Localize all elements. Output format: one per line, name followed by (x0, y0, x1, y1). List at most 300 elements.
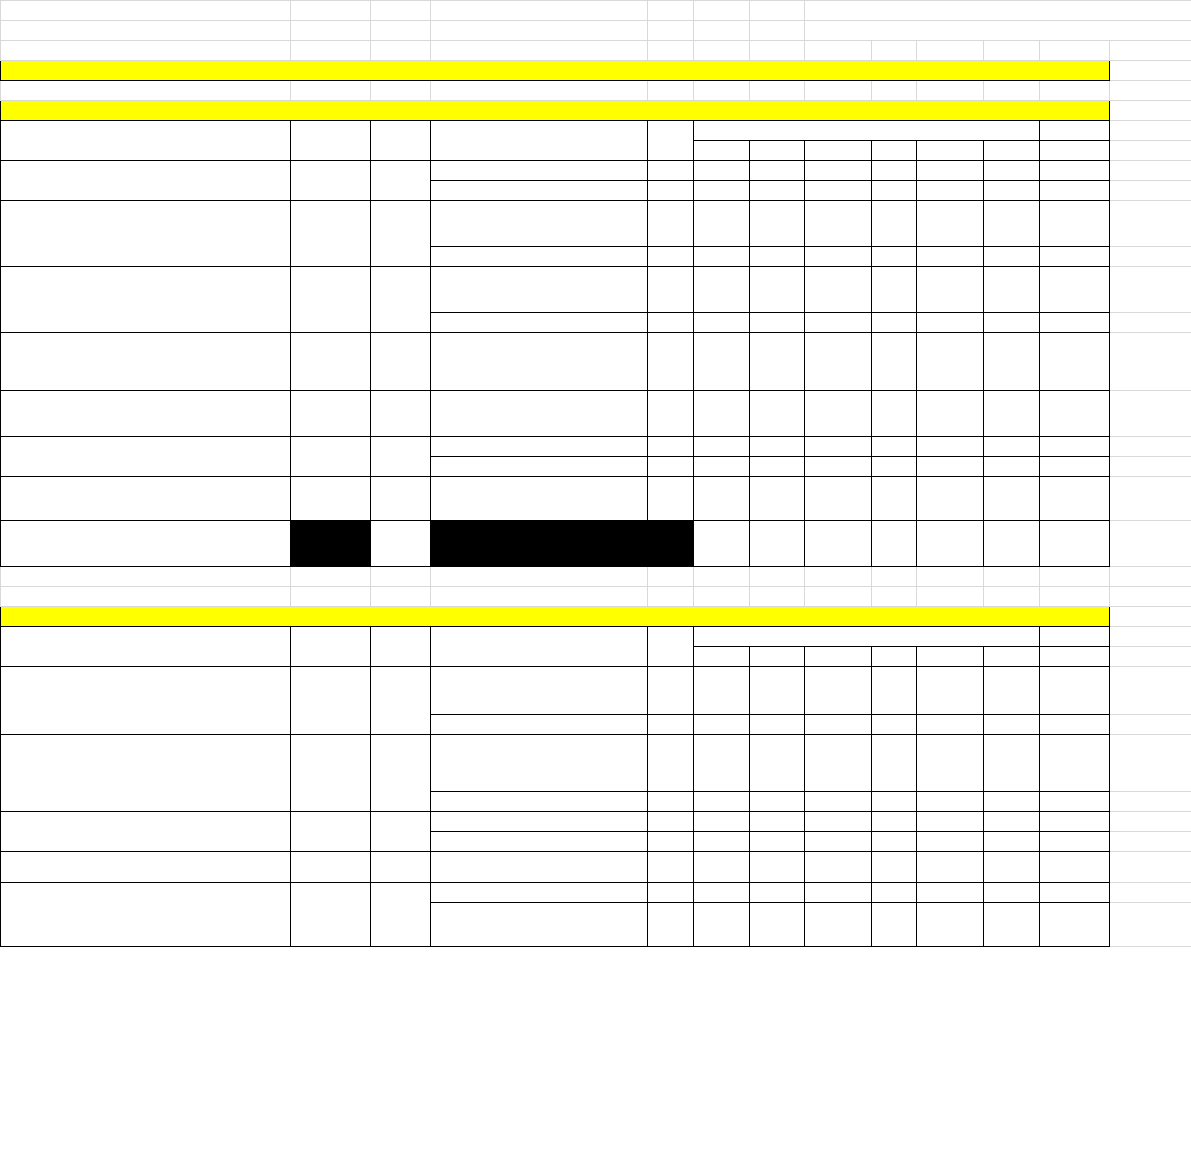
vhtot-value (1040, 477, 1110, 521)
coef (648, 735, 694, 792)
cm-value (694, 333, 750, 391)
empty-cell (1110, 121, 1191, 141)
ue-name (1, 477, 291, 521)
proj-header (872, 647, 917, 667)
coef (648, 267, 694, 313)
proj-value (872, 333, 917, 391)
tp-value (805, 715, 872, 735)
empty-cell (371, 567, 431, 587)
spacer-row (1, 81, 1191, 101)
grade-cell (1, 1, 291, 21)
empty-cell (805, 587, 872, 607)
empty-cell (431, 41, 648, 61)
cm-value (694, 477, 750, 521)
empty-cell (1110, 647, 1191, 667)
empty-cell (694, 81, 750, 101)
vhtot-value (1040, 437, 1110, 457)
empty-cell (371, 587, 431, 607)
coef (648, 852, 694, 883)
recap-black (291, 521, 371, 567)
vhpres-value (917, 852, 984, 883)
empty-cell (750, 1, 805, 21)
td-value (750, 477, 805, 521)
vhpres-value (917, 832, 984, 852)
empty-cell (1110, 832, 1191, 852)
empty-cell (1110, 883, 1191, 903)
tp-value (805, 247, 872, 267)
empty-cell (805, 41, 872, 61)
td-value (750, 313, 805, 333)
credits-header (371, 627, 431, 667)
proj-value (872, 247, 917, 267)
empty-cell (1110, 667, 1191, 715)
vhpres-value (917, 181, 984, 201)
table-row (1, 735, 1191, 792)
recap-proj (872, 521, 917, 567)
ec-name (431, 832, 648, 852)
empty-cell (1, 567, 291, 587)
cm-value (694, 437, 750, 457)
vhpres-value (917, 161, 984, 181)
tp-value (805, 161, 872, 181)
empty-cell (1110, 715, 1191, 735)
empty-cell (1110, 141, 1191, 161)
coef (648, 181, 694, 201)
code-ue (291, 201, 371, 267)
vhpres-value (917, 391, 984, 437)
ue-header (1, 121, 291, 161)
cm-header (694, 647, 750, 667)
tp-value (805, 812, 872, 832)
code-ue (291, 812, 371, 852)
table-row (1, 477, 1191, 521)
ue-name (1, 437, 291, 477)
tp-value (805, 477, 872, 521)
tpe-value (984, 181, 1040, 201)
tpe-value (984, 667, 1040, 715)
coef (648, 477, 694, 521)
vhtot-value (1040, 333, 1110, 391)
coef (648, 201, 694, 247)
cm-value (694, 247, 750, 267)
ec-name (431, 313, 648, 333)
tp-value (805, 457, 872, 477)
table-row (1, 161, 1191, 181)
empty-cell (872, 567, 917, 587)
tpe-value (984, 832, 1040, 852)
empty-cell (1110, 457, 1191, 477)
empty-cell (1110, 391, 1191, 437)
vhpres-value (917, 437, 984, 457)
td-value (750, 735, 805, 792)
empty-cell (1110, 313, 1191, 333)
cm-value (694, 181, 750, 201)
empty-cell (1110, 267, 1191, 313)
ec-header (431, 627, 648, 667)
coef (648, 391, 694, 437)
empty-cell (371, 21, 431, 41)
vhpres-value (917, 903, 984, 947)
ec-name (431, 715, 648, 735)
recap-row (1, 521, 1191, 567)
table-row (1, 852, 1191, 883)
tpe-header (984, 141, 1040, 161)
credits (371, 477, 431, 521)
proj-value (872, 201, 917, 247)
tpe-value (984, 852, 1040, 883)
proj-value (872, 457, 917, 477)
empty-cell (694, 567, 750, 587)
empty-cell (1040, 81, 1110, 101)
credits (371, 883, 431, 947)
cm-value (694, 735, 750, 792)
recap-tpe (984, 521, 1040, 567)
tpe-value (984, 313, 1040, 333)
cm-value (694, 832, 750, 852)
credits (371, 201, 431, 267)
spacer-row (1, 41, 1191, 61)
table-row (1, 667, 1191, 715)
tp-value (805, 792, 872, 812)
empty-cell (371, 41, 431, 61)
empty-cell (648, 81, 694, 101)
proj-value (872, 267, 917, 313)
empty-cell (1040, 587, 1110, 607)
tpe-value (984, 333, 1040, 391)
empty-cell (291, 1, 371, 21)
recap-black (648, 521, 694, 567)
table-row (1, 391, 1191, 437)
tp-value (805, 832, 872, 852)
code-ue (291, 437, 371, 477)
proj-value (872, 852, 917, 883)
cm-value (694, 391, 750, 437)
cm-value (694, 903, 750, 947)
vhpres-value (917, 247, 984, 267)
vhtot-value (1040, 735, 1110, 792)
cm-value (694, 812, 750, 832)
empty-cell (1, 81, 291, 101)
empty-cell (1110, 333, 1191, 391)
empty-cell (1110, 607, 1191, 627)
coef-header (648, 627, 694, 667)
tp-value (805, 181, 872, 201)
empty-cell (1040, 567, 1110, 587)
cm-value (694, 852, 750, 883)
ue-name (1, 267, 291, 333)
empty-cell (1110, 477, 1191, 521)
empty-cell (1110, 181, 1191, 201)
td-header (750, 647, 805, 667)
credits (371, 852, 431, 883)
empty-cell (371, 1, 431, 21)
semestre-3b-banner-title (1, 607, 1110, 627)
code-ue-header (291, 121, 371, 161)
empty-cell (1110, 735, 1191, 792)
ue-name (1, 201, 291, 267)
empty-cell (750, 41, 805, 61)
code-ue (291, 391, 371, 437)
vhtot-value (1040, 792, 1110, 812)
cm-value (694, 667, 750, 715)
semestre-3a-banner-title (1, 101, 1110, 121)
td-value (750, 883, 805, 903)
empty-cell (1110, 812, 1191, 832)
proj-value (872, 477, 917, 521)
ec-name (431, 812, 648, 832)
td-value (750, 715, 805, 735)
td-value (750, 201, 805, 247)
cm-value (694, 313, 750, 333)
ec-name (431, 247, 648, 267)
credits (371, 735, 431, 812)
tpe-value (984, 267, 1040, 313)
semestre-3b-banner (1, 607, 1191, 627)
tpe-value (984, 247, 1040, 267)
coef (648, 667, 694, 715)
ec-name (431, 667, 648, 715)
coef (648, 161, 694, 181)
empty-cell (431, 587, 648, 607)
vhtot-value (1040, 267, 1110, 313)
coef (648, 437, 694, 457)
td-value (750, 792, 805, 812)
empty-cell (872, 41, 917, 61)
vhtot-value (1040, 201, 1110, 247)
empty-cell (1, 41, 291, 61)
code-ue (291, 477, 371, 521)
tpe-value (984, 903, 1040, 947)
vhpres-value (917, 735, 984, 792)
tp-header (805, 647, 872, 667)
ec-name (431, 792, 648, 812)
empty-cell (1110, 792, 1191, 812)
empty-cell (750, 81, 805, 101)
td-header (750, 141, 805, 161)
ec-name (431, 735, 648, 792)
empty-cell (984, 81, 1040, 101)
vhpres-value (917, 883, 984, 903)
masse-header (694, 121, 1040, 141)
vhtot-spacer (1040, 121, 1110, 141)
specialite-cell (805, 21, 1191, 41)
tp-value (805, 903, 872, 947)
empty-cell (917, 41, 984, 61)
ue-name (1, 391, 291, 437)
tpe-value (984, 812, 1040, 832)
vhtot-value (1040, 247, 1110, 267)
header-row-1 (1, 1, 1191, 21)
ec-name (431, 181, 648, 201)
mention-cell (1, 21, 291, 41)
vhpres-value (917, 477, 984, 521)
tpe-value (984, 161, 1040, 181)
credits (371, 267, 431, 333)
coef (648, 832, 694, 852)
empty-cell (1110, 61, 1191, 81)
proj-value (872, 883, 917, 903)
credits (371, 437, 431, 477)
empty-cell (1110, 852, 1191, 883)
empty-cell (872, 81, 917, 101)
vhtot-spacer (1040, 627, 1110, 647)
header-row-2 (1, 21, 1191, 41)
td-value (750, 812, 805, 832)
empty-cell (431, 21, 648, 41)
empty-cell (648, 587, 694, 607)
table-row (1, 883, 1191, 903)
proj-header (872, 141, 917, 161)
vhtot-header (1040, 141, 1110, 161)
vhtot-value (1040, 313, 1110, 333)
vhtot-value (1040, 832, 1110, 852)
vhpres-value (917, 267, 984, 313)
vhpres-value (917, 667, 984, 715)
tp-value (805, 313, 872, 333)
empty-cell (917, 587, 984, 607)
ec-name (431, 201, 648, 247)
spacer-row (1, 587, 1191, 607)
empty-cell (750, 567, 805, 587)
vhpres-value (917, 812, 984, 832)
vhtot-value (1040, 883, 1110, 903)
empty-cell (694, 21, 750, 41)
empty-cell (1110, 567, 1191, 587)
ec-name (431, 903, 648, 947)
table-row (1, 812, 1191, 832)
ue-name (1, 883, 291, 947)
empty-cell (291, 81, 371, 101)
empty-cell (1110, 521, 1191, 567)
ue-name (1, 735, 291, 812)
ec-name (431, 477, 648, 521)
empty-cell (694, 587, 750, 607)
table-row (1, 201, 1191, 247)
empty-cell (805, 81, 872, 101)
ec-name (431, 852, 648, 883)
ec-name (431, 883, 648, 903)
tp-value (805, 437, 872, 457)
recap-credits (371, 521, 431, 567)
tp-value (805, 333, 872, 391)
vhpres-value (917, 201, 984, 247)
td-value (750, 457, 805, 477)
code-ue (291, 852, 371, 883)
empty-cell (1110, 41, 1191, 61)
tp-value (805, 267, 872, 313)
tp-value (805, 852, 872, 883)
empty-cell (984, 41, 1040, 61)
empty-cell (431, 567, 648, 587)
empty-cell (648, 567, 694, 587)
tpe-value (984, 477, 1040, 521)
code-ue (291, 161, 371, 201)
ue-name (1, 852, 291, 883)
empty-cell (1110, 161, 1191, 181)
proj-value (872, 903, 917, 947)
td-value (750, 181, 805, 201)
masse-header (694, 627, 1040, 647)
ec-name (431, 391, 648, 437)
tpe-value (984, 457, 1040, 477)
vhpres-value (917, 792, 984, 812)
cm-value (694, 267, 750, 313)
coef (648, 247, 694, 267)
empty-cell (291, 41, 371, 61)
ue-name (1, 667, 291, 735)
proj-value (872, 391, 917, 437)
proj-value (872, 181, 917, 201)
proj-value (872, 792, 917, 812)
td-value (750, 437, 805, 457)
vhtot-value (1040, 181, 1110, 201)
vhtot-value (1040, 715, 1110, 735)
tp-value (805, 391, 872, 437)
tp-value (805, 883, 872, 903)
column-header-row (1, 627, 1191, 647)
credits (371, 667, 431, 735)
td-value (750, 267, 805, 313)
empty-cell (1110, 903, 1191, 947)
code-ue (291, 333, 371, 391)
cm-header (694, 141, 750, 161)
empty-cell (1110, 81, 1191, 101)
proj-value (872, 313, 917, 333)
coef-header (648, 121, 694, 161)
vhpres-value (917, 457, 984, 477)
tp-value (805, 667, 872, 715)
td-value (750, 333, 805, 391)
code-ue (291, 883, 371, 947)
vhtot-header (1040, 647, 1110, 667)
credits (371, 333, 431, 391)
empty-cell (291, 21, 371, 41)
empty-cell (1110, 627, 1191, 647)
empty-cell (431, 81, 648, 101)
empty-cell (917, 81, 984, 101)
recap-vhtot (1040, 521, 1110, 567)
coef (648, 715, 694, 735)
empty-cell (1, 587, 291, 607)
coef (648, 333, 694, 391)
ue-name (1, 161, 291, 201)
ue-header (1, 627, 291, 667)
empty-cell (1110, 247, 1191, 267)
semestre-3a-banner (1, 101, 1191, 121)
recap-label (1, 521, 291, 567)
recap-tp (805, 521, 872, 567)
recap-black (431, 521, 648, 567)
vhpres-value (917, 313, 984, 333)
ec-header (431, 121, 648, 161)
empty-cell (694, 41, 750, 61)
coef (648, 812, 694, 832)
column-header-row (1, 121, 1191, 141)
vhpres-header (917, 647, 984, 667)
table-row (1, 267, 1191, 313)
proj-value (872, 667, 917, 715)
empty-cell (1040, 41, 1110, 61)
empty-cell (984, 567, 1040, 587)
coef (648, 903, 694, 947)
vhpres-header (917, 141, 984, 161)
vhtot-value (1040, 667, 1110, 715)
tpe-value (984, 437, 1040, 457)
empty-cell (371, 81, 431, 101)
domaine-cell (805, 1, 1191, 21)
td-value (750, 852, 805, 883)
coef (648, 792, 694, 812)
